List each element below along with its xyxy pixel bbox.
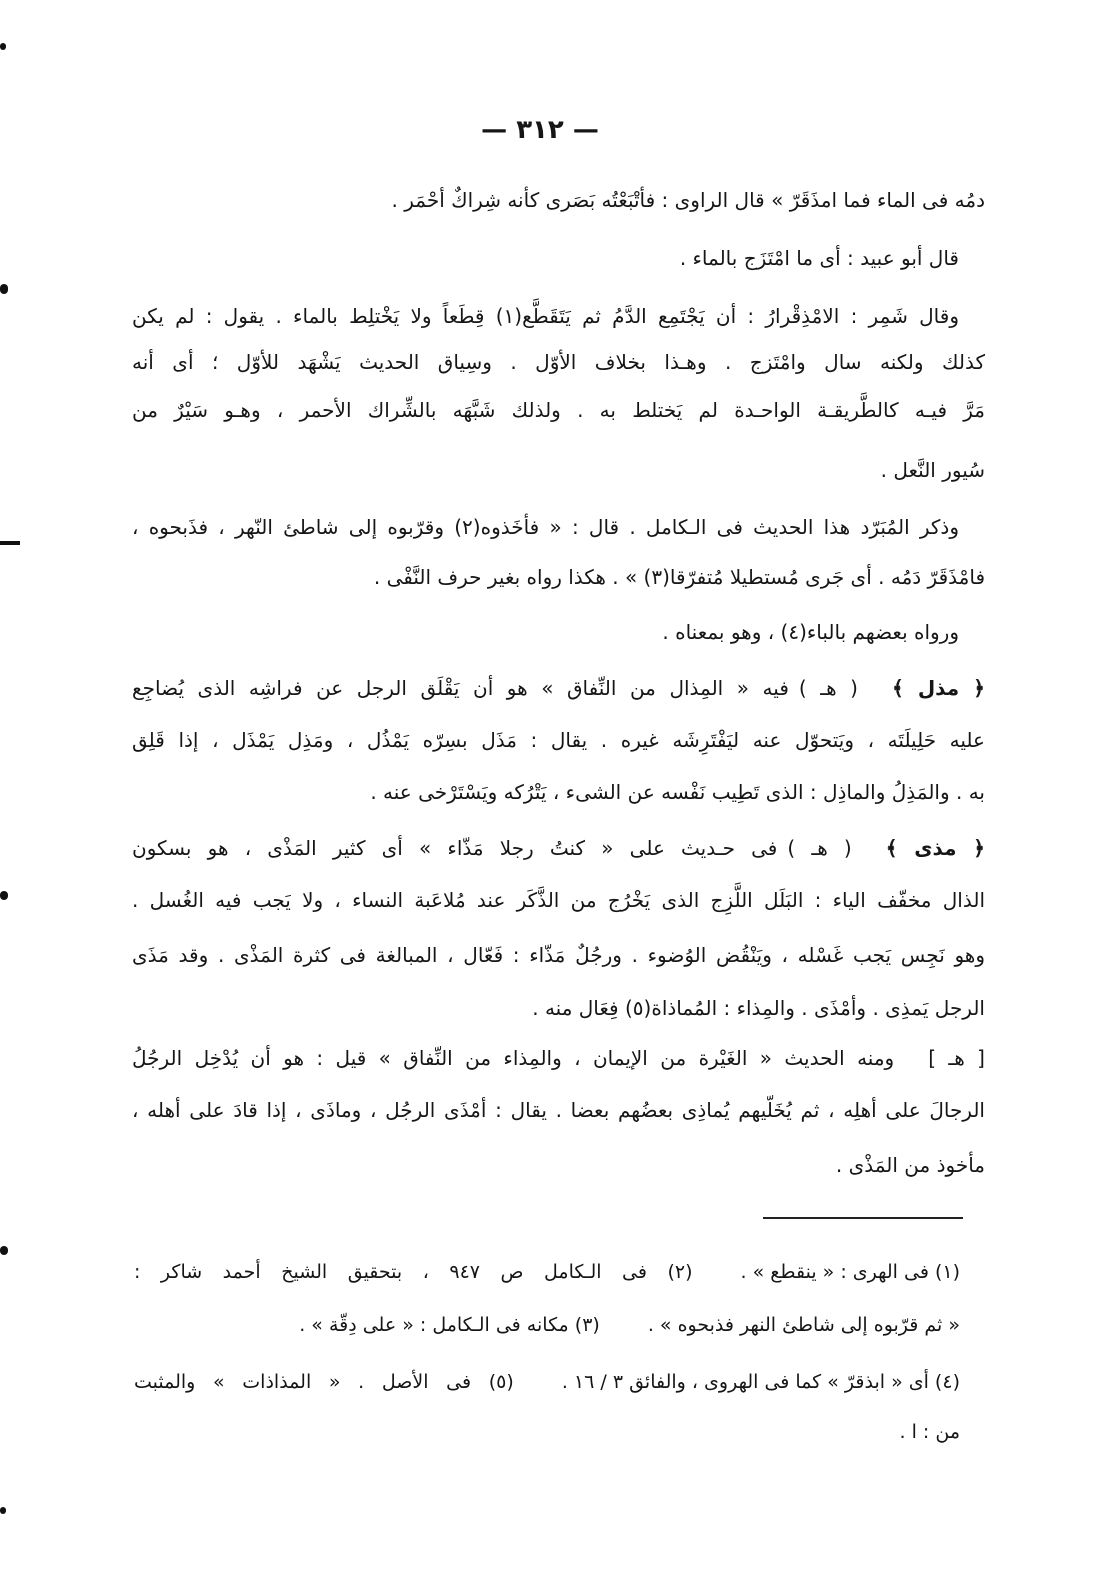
text-line: الرجالَ على أهلِه ، ثم يُخَلّيهم يُماذِى بعضُهم بعضا . يقال : أمْذَى الرجُل ، وماذَى ، إذا قادَ على أهله ، [132,1098,985,1122]
source-marker: ( هـ ) [798,676,858,700]
entry-headword: ﴿ مذى ﴾ [885,836,985,860]
text-line: قال أبو عبيد : أى ما امْتَزَج بالماء . [679,246,959,270]
source-marker: [ هـ ] [928,1046,985,1070]
text-line: ورواه بعضهم بالباء(٤) ، وهو بمعناه . [662,620,959,644]
footnote-line [134,1412,960,1452]
text-line: مَرَّ فيـه كالطَّريقـة الواحـدة لم يَختلط به . ولذلك شَبَّهَه بالشِّراك الأحمر ، وهـو سَيْرٌ من [132,398,985,422]
scan-mark [0,541,20,545]
text-line: كذلك ولكنه سال وامْتَزج . وهـذا بخلاف الأوّل . وسِياق الحديث يَشْهَد للأوّل ؛ أى أنه [132,350,985,374]
footnote-segment: (٣) مكانه فى الـكامل : « على دِقّة » . [299,1314,600,1336]
text-line: عليه حَلِيلَتَه ، ويَتحوّل عنه ليَفْتَرِشَه غيره . يقال : مَذَل بسِرّه يَمْذُل ، ومَذِل يَمْذَل ، إذا قَلِق [132,728,985,752]
text-line: سُيور النَّعل . [880,458,985,482]
entry-first-line [132,828,985,868]
source-marker: ( هـ ) [787,836,852,860]
footnote-segment: من : ا . [899,1421,960,1443]
footnote-segment: « ثم قرّبوه إلى شاطئ النهر فذبحوه » . [647,1314,960,1336]
footnote-segment: (١) فى الهرى : « ينقطع » . [740,1261,960,1283]
text-line: فامْذَقَرّ دَمُه . أى جَرى مُستطيلا مُتفرّقا(٣) » . هكذا رواه بغير حرف النَّفْى . [373,565,985,589]
text-line: مأخوذ من المَذْى . [835,1153,985,1177]
footnote-segment: (٢) فى الـكامل ص ٩٤٧ ، بتحقيق الشيخ أحمد شاكر : [134,1261,693,1283]
text-line: الذال مخفّف الياء : البَلَل اللَّزِج الذى يَخْرُج من الذَّكَر عند مُلاعَبة النساء ، ولا يَجب فيه الغُسل . [132,888,985,912]
text-line: الرجل يَمذِى . وأمْذَى . والمِذاء : المُماذاة(٥) فِعَال منه . [532,996,985,1020]
scan-mark [0,43,6,50]
scan-mark [0,1507,6,1514]
entry-first-line [132,668,985,708]
footnote-line [134,1362,960,1402]
footnote-separator [763,1217,963,1219]
scan-mark [0,891,8,900]
scan-mark [0,284,8,294]
footnote-line [134,1252,960,1292]
footnote-segment: (٥) فى الأصل . « المذاذات » والمثبت [134,1371,514,1393]
footnote-line [134,1305,960,1345]
text-line: وذكر المُبَرّد هذا الحديث فى الـكامل . قال : « فأخَذوه(٢) وقرّبوه إلى شاطئ النّهر ، فذَبحوه ، [132,515,960,539]
text-line: وقال شَمِر : الامْذِقْرارُ : أن يَجْتَمِع الدَّمُ ثم يَتَقَطَّع(١) قِطَعاً ولا يَخْتلِط بالماء . يقول : لم يكن [132,304,959,328]
text-line: ومنه الحديث « الغَيْرة من الإيمان ، والمِذاء من النِّفاق » قيل : هو أن يُدْخِل الرجُلُ [132,1046,895,1070]
text-line: فيه « المِذال من النِّفاق » هو أن يَقْلَق الرجل عن فراشِه الذى يُضاجِع [132,676,789,700]
text-line: وهو نَجِس يَجب غَسْله ، ويَنْقُض الوُضوء . ورجُلٌ مَذّاء : فَعّال ، المبالغة فى كثرة المَذْى . وقد مَذَى [132,943,985,967]
subentry-first-line [132,1038,985,1078]
scan-mark [0,1246,8,1255]
entry-headword: ﴿ مذل ﴾ [891,676,985,700]
text-line: فى حـديث على « كنتُ رجلا مَذّاء » أى كثير المَذْى ، هو بسكون [132,836,778,860]
text-line: به . والمَذِلُ والماذِل : الذى تَطِيب نَفْسه عن الشىء ، يَتْرُكه ويَسْتَرْخى عنه . [370,780,985,804]
footnote-segment: (٤) أى « ابذقرّ » كما فى الهروى ، والفائق ٣ / ١٦ . [561,1371,960,1393]
page-number: — ٣١٢ — [481,115,599,145]
text-line: دمُه فى الماء فما امذَقَرّ » قال الراوى : فأتْبَعْتُه بَصَرى كأنه شِراكٌ أحْمَر . [391,188,985,212]
